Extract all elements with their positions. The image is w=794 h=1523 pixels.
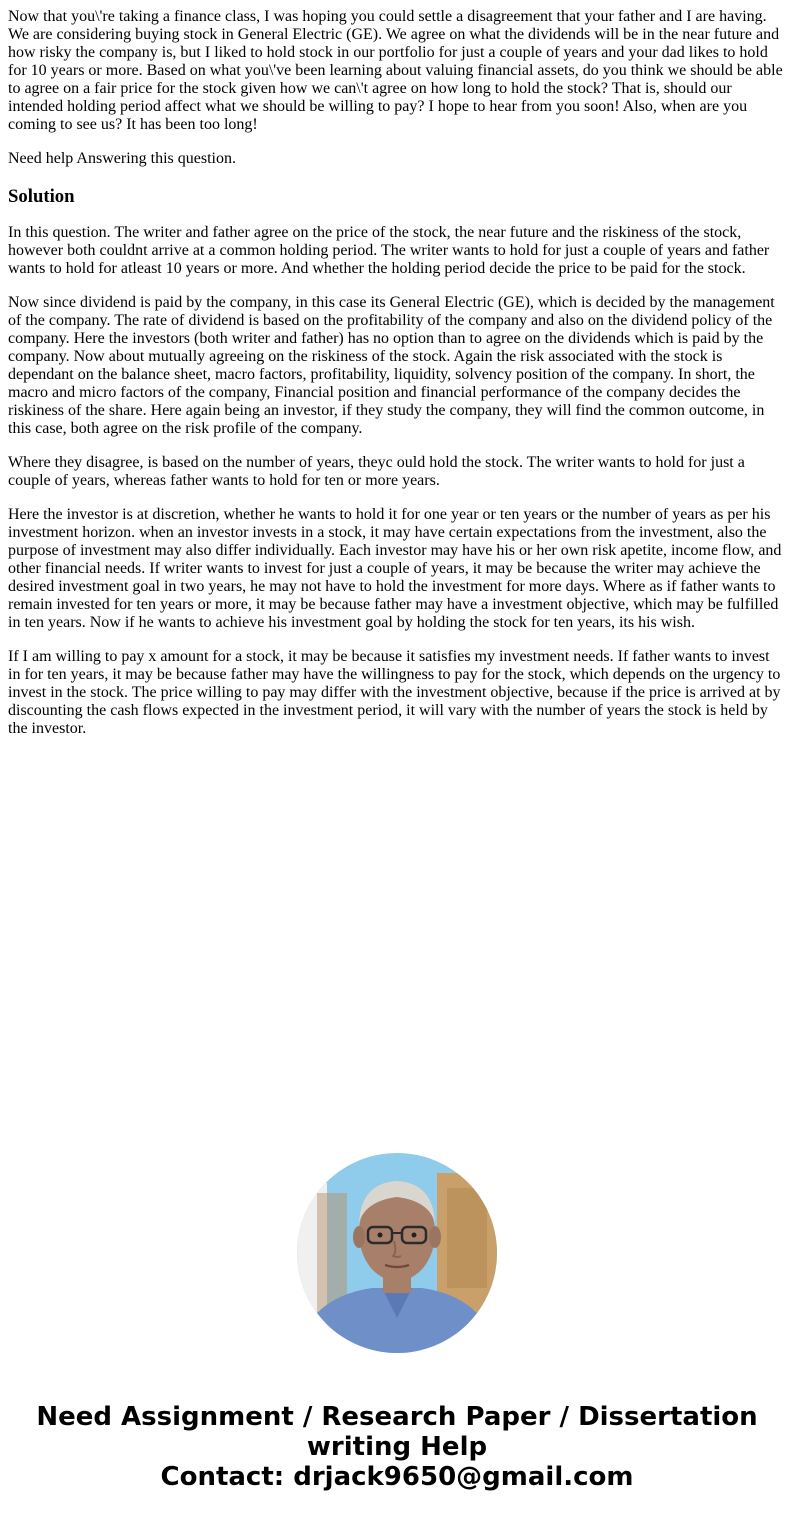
promo-banner	[0, 1402, 794, 1492]
portrait-illustration	[297, 1153, 497, 1353]
help-note: Need help Answering this question.	[8, 150, 236, 167]
question-text: Now that you\'re taking a finance class, I was hoping you could settle a disagreement that your father and I are having. We are considering buying stock in General Electric (GE). We agree on what the dividends will be in the near future and how risky the company is, but I liked to hold stock in our portfolio for just a couple of years and your dad likes to hold for 10 years or more. Based on what you\'ve been learning about valuing financial assets, do you think we should be able to agree on a fair price for the stock given how we can\'t agree on how long to hold the stock? That is, should our intended holding period affect what we should be willing to pay? I hope to hear from you soon! Also, when are you coming to see us? It has been too long!	[8, 8, 783, 133]
solution-paragraph-3: Where they disagree, is based on the number of years, theyc ould hold the stock. The writer wants to hold for just a couple of years, whereas father wants to hold for ten or more years.	[8, 454, 745, 489]
promo-line-1: Need Assignment / Research Paper / Dissertation	[36, 1402, 758, 1432]
solution-paragraph-1: In this question. The writer and father agree on the price of the stock, the near future and the riskiness of the stock, however both couldnt arrive at a common holding period. The writer wants to hold for just a couple of years and father wants to hold for atleast 10 years or more. And whether the holding period decide the price to be paid for the stock.	[8, 224, 770, 277]
solution-paragraph-4: Here the investor is at discretion, whether he wants to hold it for one year or ten years or the number of years as per his investment horizon. when an investor invests in a stock, it may have certain expectations from the investment, also the purpose of investment may also differ individually. Each investor may have his or her own risk apetite, income flow, and other financial needs. If writer wants to invest for just a couple of years, it may be because the writer may achieve the desired investment goal in two years, he may not have to hold the investment for more days. Where as if father wants to remain invested for ten years or more, it may be because father may have a investment objective, which may be fulfilled in ten years. Now if he wants to achieve his investment goal by holding the stock for ten years, its his wish.	[8, 506, 782, 631]
solution-paragraph-2: Now since dividend is paid by the company, in this case its General Electric (GE), which is decided by the management of the company. The rate of dividend is based on the profitability of the company and also on the dividend policy of the company. Here the investors (both writer and father) has no option than to agree on the dividends which is paid by the company. Now about mutually agreeing on the riskiness of the stock. Again the risk associated with the stock is dependant on the balance sheet, macro factors, profitability, liquidity, solvency position of the company. In short, the macro and micro factors of the company, Financial position and financial performance of the company decides the riskiness of the share. Here again being an investor, if they study the company, they will find the common outcome, in this case, both agree on the risk profile of the company.	[8, 294, 775, 437]
document-body	[0, 0, 794, 738]
solution-heading: Solution	[8, 186, 75, 207]
promo-line-2: writing Help	[306, 1432, 488, 1462]
solution-paragraph-5: If I am willing to pay x amount for a stock, it may be because it satisfies my investment needs. If father wants to invest in for ten years, it may be because father may have the willingness to pay for the stock, which depends on the urgency to invest in the stock. The price willing to pay may differ with the investment objective, because if the price is arrived at by discounting the cash flows expected in the investment period, it will vary with the number of years the stock is held by the investor.	[8, 648, 781, 737]
author-photo	[297, 1153, 497, 1353]
promo-contact: Contact: drjack9650@gmail.com	[160, 1462, 634, 1492]
